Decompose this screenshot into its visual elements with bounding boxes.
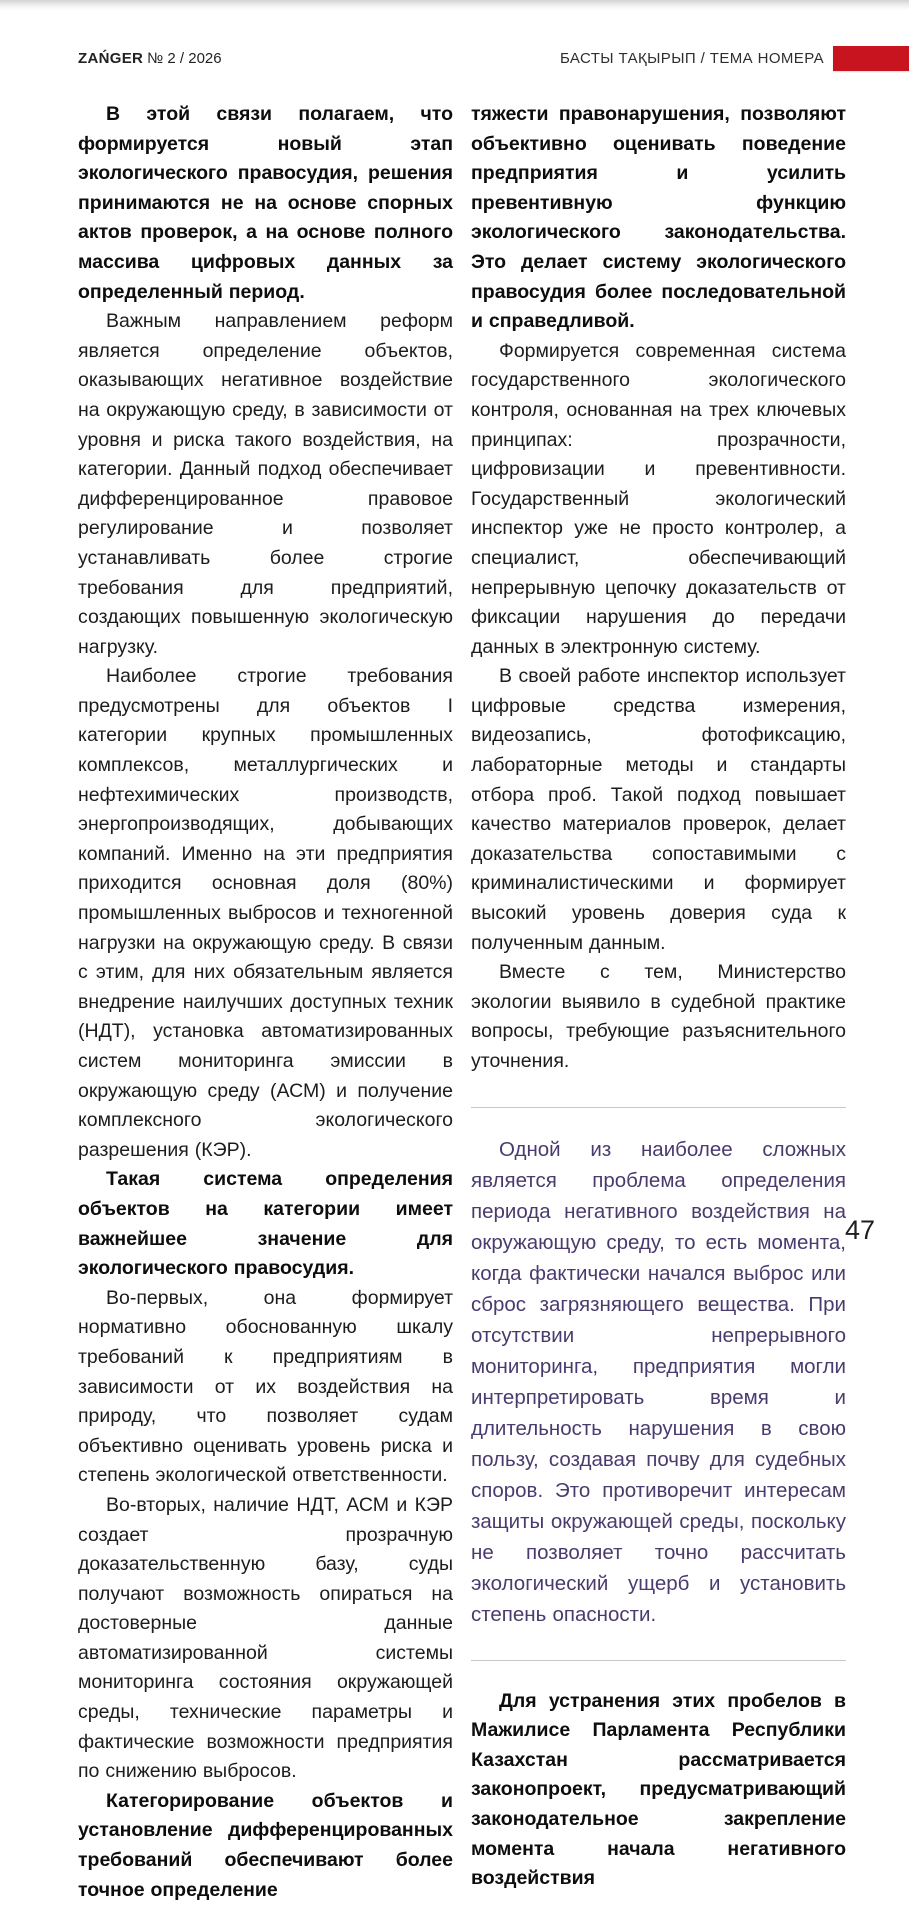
page-header xyxy=(78,44,909,72)
red-accent-block xyxy=(833,46,909,71)
paragraph: Категорирование объектов и установление дифференцированных требований обеспечивают более точное определение xyxy=(78,1789,453,1901)
paragraph: Для устранения этих пробелов в Мажилисе Парламента Республики Казахстан рассматривается законопроект, предусматривающий законодательное закрепление момента начала негативного воздействия xyxy=(471,1689,846,1890)
article-right-column xyxy=(471,100,846,1905)
scan-edge-shadow xyxy=(0,0,909,10)
article-left-column xyxy=(78,100,453,1905)
paragraph: В этой связи полагаем, что формируется новый этап экологического правосудия, решения принимаются не на основе спорных актов проверок, а на основе полного массива цифровых данных за определенный период. xyxy=(78,103,453,303)
paragraph: тяжести правонарушения, позволяют объективно оценивать поведение предприятия и усилить превентивную функцию экологического законодательства. Это делает систему экологического правосудия более последовательной и справедливой. xyxy=(471,103,846,333)
section-title: БАСТЫ ТАҚЫРЫП / ТЕМА НОМЕРА xyxy=(559,49,824,67)
paragraph: Во-вторых, наличие НДТ, АСМ и КЭР создает прозрачную доказательственную базу, суды получают возможность опираться на достоверные данные автоматизированной системы мониторинга состояния окружающей среды, технические параметры и фактические возможности предприятия по снижению выбросов. xyxy=(78,1493,453,1783)
section-divider xyxy=(471,1660,846,1661)
paragraph: Вместе с тем, Министерство экологии выявило в судебной практике вопросы, требующие разъяснительного уточнения. xyxy=(471,961,846,1072)
paragraph: Наиболее строгие требования предусмотрены для объектов I категории крупных промышленных комплексов, металлургических и нефтехимических производств, энергопроизводящих, добывающих компаний. Именно на эти предприятия приходится основная доля (80%) промышленных выбросов и техногенной нагрузки на окружающую среду. В связи с этим, для них обязательным является внедрение наилучших доступных техник (НДТ), установка автоматизированных систем мониторинга эмиссии в окружающую среду (АСМ) и получение комплексного экологического разрешения (КЭР). xyxy=(78,665,453,1161)
journal-masthead xyxy=(78,50,222,67)
paragraph: Формируется современная система государственного экологического контроля, основанная на трех ключевых принципах: прозрачности, цифровизации и превентивности. Государственный экологический инспектор уже не просто контролер, а специалист, обеспечивающий непрерывную цепочку доказательств от фиксации нарушения до передачи данных в электронную систему. xyxy=(471,339,846,658)
journal-name: ZAŃGER xyxy=(78,49,144,67)
issue-number: № 2 / 2026 xyxy=(147,49,222,67)
paragraph: Одной из наиболее сложных является проблема определения периода негативного воздействия на окружающую среду, то есть момента, когда фактически начался выброс или сброс загрязняющего вещества. При отсутствии непрерывного мониторинга, предприятия могли интерпретировать время и длительность нарушения в свою пользу, создавая почву для судебных споров. Это противоречит интересам защиты окружающей среды, поскольку не позволяет точно рассчитать экологический ущерб и установить степень опасности. xyxy=(471,1137,846,1626)
article-body xyxy=(78,100,846,1905)
paragraph: Такая система определения объектов на категории имеет важнейшее значение для экологического правосудия. xyxy=(78,1168,453,1280)
header-right-group xyxy=(560,46,909,71)
paragraph: В своей работе инспектор использует цифровые средства измерения, видеозапись, фотофиксацию, лабораторные методы и стандарты отбора проб. Такой подход повышает качество материалов проверок, делает доказательства сопоставимыми с криминалистическими и формирует высокий уровень доверия суда к полученным данным. xyxy=(471,665,846,954)
page-number: 47 xyxy=(844,1215,875,1245)
paragraph: Во-первых, она формирует нормативно обоснованную шкалу требований к предприятиям в зависимости от их воздействия на природу, что позволяет судам объективно оценивать уровень риска и степень экологической ответственности. xyxy=(78,1286,453,1487)
section-divider xyxy=(471,1107,846,1108)
paragraph: Важным направлением реформ является определение объектов, оказывающих негативное воздействие на окружающую среду, в зависимости от уровня и риска такого воздействия, на категории. Данный подход обеспечивает дифференцированное правовое регулирование и позволяет устанавливать более строгие требования для предприятий, создающих повышенную экологическую нагрузку. xyxy=(78,310,453,658)
